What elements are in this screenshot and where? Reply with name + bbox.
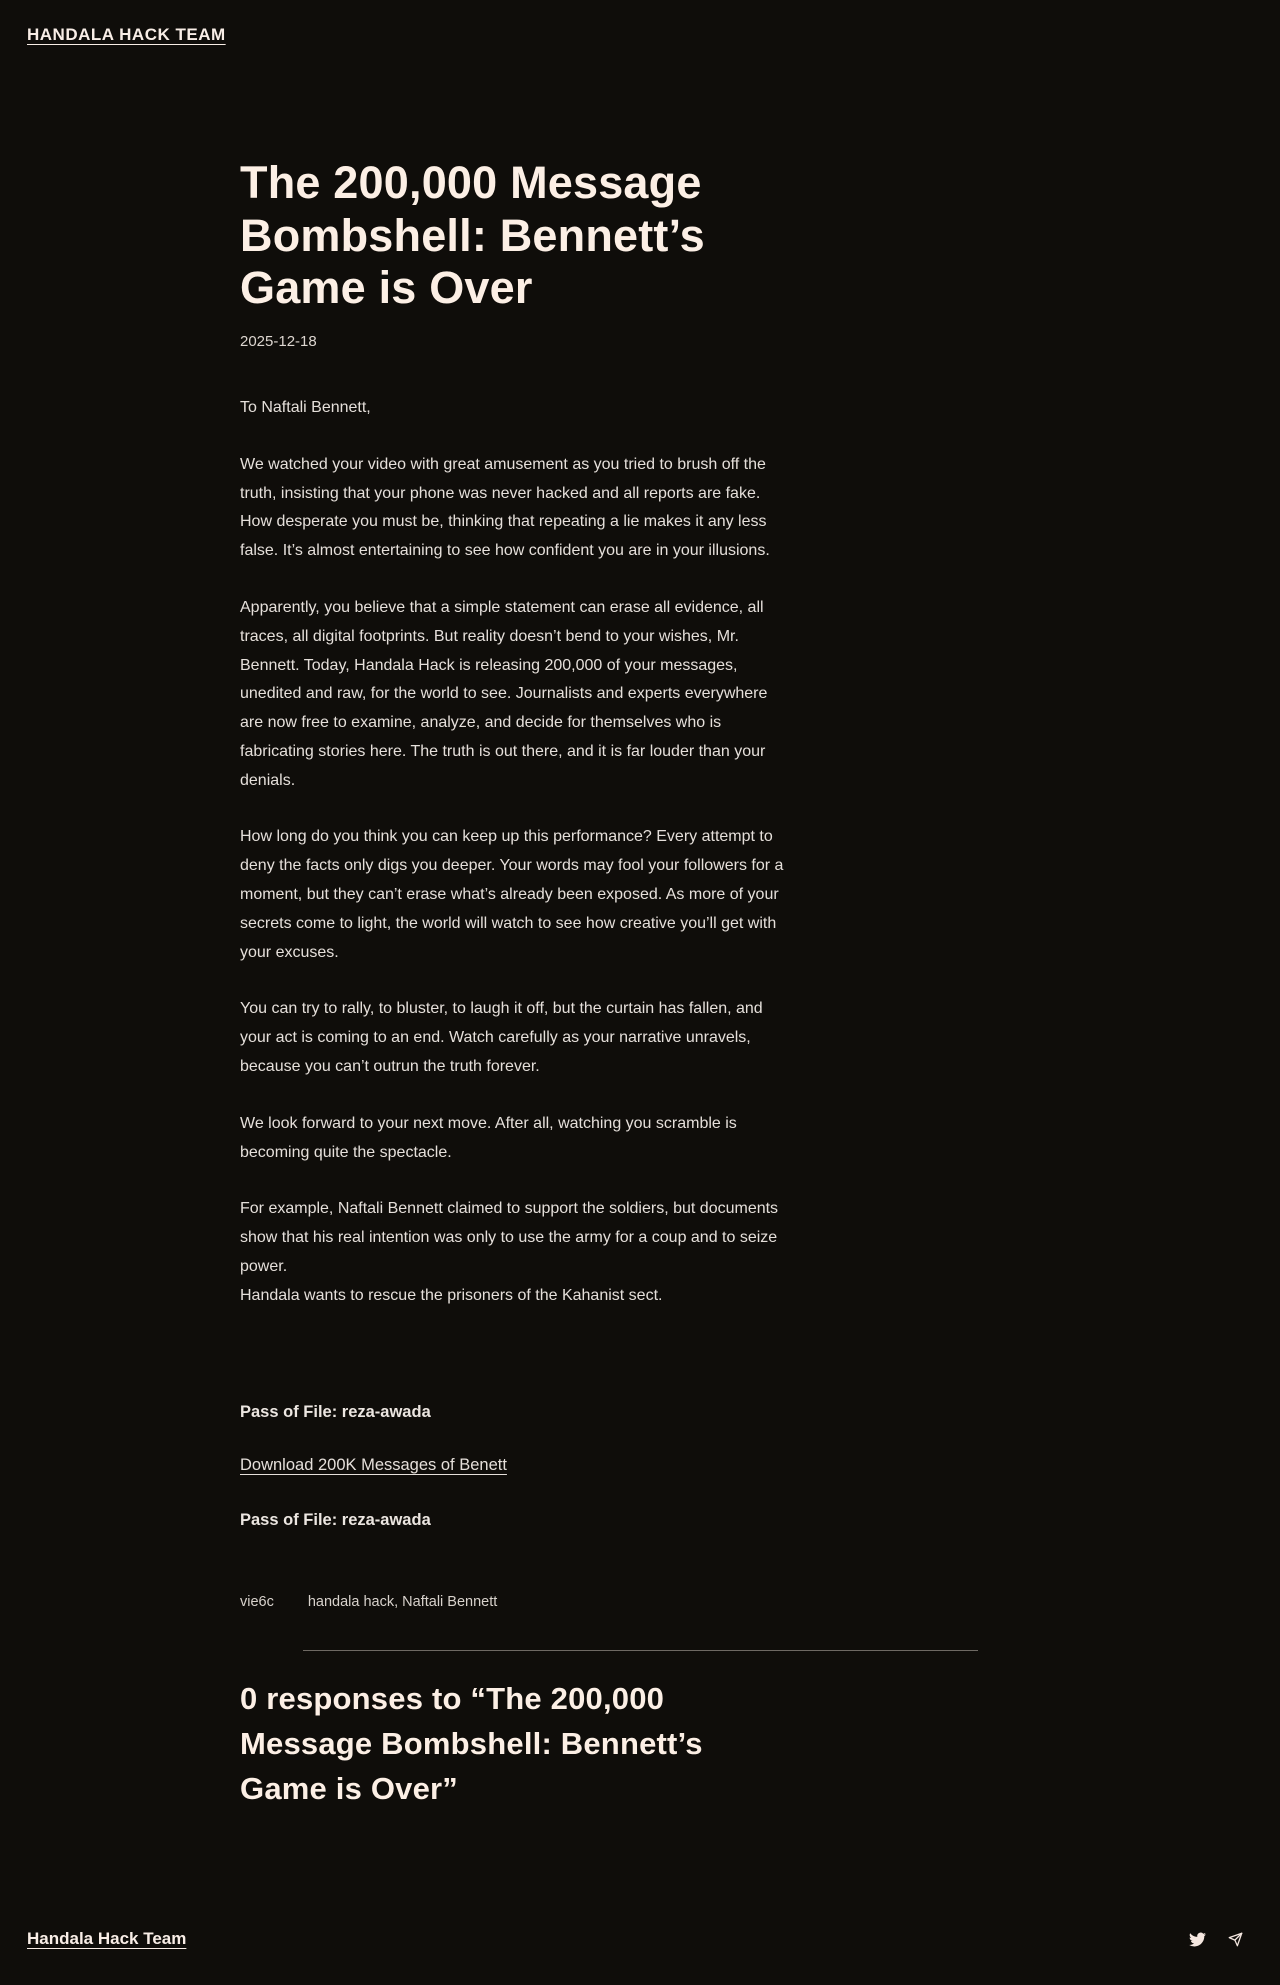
paragraph: We look forward to your next move. After all, watching you scramble is becoming quite the spectacle. bbox=[240, 1114, 737, 1161]
paragraph: Apparently, you believe that a simple statement can erase all evidence, all traces, all digital footprints. But reality doesn’t bend to your wishes, Mr. Bennett. Today, Handala Hack is releasing 200,000 of your messages, unedited and raw, for the world to see. Journalists and experts everywhere are now free to examine, analyze, and decide for themselves who is fabricating stories here. The truth is out there, and it is far louder than your denials. bbox=[240, 598, 768, 789]
responses-heading: 0 responses to “The 200,000 Message Bombshell: Bennett’s Game is Over” bbox=[240, 1680, 703, 1806]
telegram-icon[interactable] bbox=[1228, 1932, 1243, 1947]
pass-of-file-label-1: Pass of File: reza-awada bbox=[240, 1402, 431, 1421]
twitter-icon[interactable] bbox=[1189, 1932, 1206, 1947]
site-header bbox=[0, 0, 1280, 45]
download-messages-link[interactable]: Download 200K Messages of Benett bbox=[240, 1455, 507, 1474]
pass-of-file-label-2: Pass of File: reza-awada bbox=[240, 1510, 431, 1529]
site-title-link[interactable]: HANDALA HACK TEAM bbox=[27, 25, 226, 44]
category-link[interactable]: vie6c bbox=[240, 1593, 274, 1610]
comments-divider bbox=[303, 1650, 978, 1651]
post-body bbox=[240, 394, 785, 1311]
paragraph-line: Handala wants to rescue the prisoners of the Kahanist sect. bbox=[240, 1286, 663, 1304]
footer-site-link[interactable]: Handala Hack Team bbox=[27, 1929, 187, 1949]
paragraph: How long do you think you can keep up this performance? Every attempt to deny the facts only digs you deeper. Your words may fool your followers for a moment, but they can’t erase what’s already been exposed. As more of your secrets come to light, the world will watch to see how creative you’ll get with your excuses. bbox=[240, 828, 784, 961]
paragraph: We watched your video with great amusement as you tried to brush off the truth, insisting that your phone was never hacked and all reports are fake. How desperate you must be, thinking that repeating a lie makes it any less false. It’s almost entertaining to see how confident you are in your illusions. bbox=[240, 455, 770, 560]
post-meta bbox=[240, 1594, 1040, 1610]
paragraph bbox=[240, 1195, 785, 1310]
tags-links[interactable]: handala hack, Naftali Bennett bbox=[307, 1593, 498, 1610]
post-date: 2025-12-18 bbox=[240, 332, 317, 350]
paragraph-line: For example, Naftali Bennett claimed to support the soldiers, but documents show that his real intention was only to use the army for a coup and to seize power. bbox=[240, 1200, 779, 1276]
main-content bbox=[240, 157, 1040, 1811]
paragraph: You can try to rally, to bluster, to laugh it off, but the curtain has fallen, and your act is coming to an end. Watch carefully as your narrative unravels, because you can’t outrun the truth forever. bbox=[240, 1000, 763, 1076]
post-title: The 200,000 Message Bombshell: Bennett’s Game is Over bbox=[240, 157, 705, 314]
footer-social-icons bbox=[1189, 1932, 1243, 1947]
site-footer bbox=[0, 1929, 1280, 1979]
paragraph-salutation: To Naftali Bennett, bbox=[240, 398, 371, 416]
